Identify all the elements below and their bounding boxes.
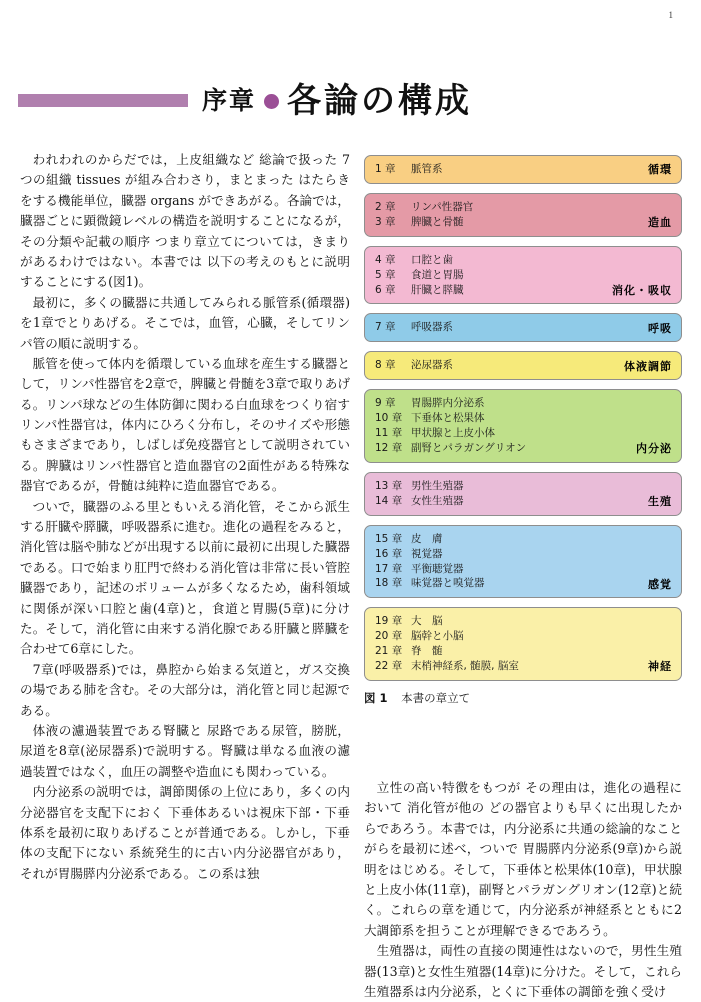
figure-block-category: 呼吸	[648, 321, 672, 335]
figure-block-row	[375, 659, 673, 674]
chapter-label: 副腎とパラガングリオン	[411, 441, 527, 454]
figure-caption-text: 本書の章立て	[401, 690, 471, 705]
chapter-label: 男性生殖器	[411, 479, 464, 492]
figure-block	[364, 193, 682, 237]
figure-block-category: 体液調節	[624, 359, 672, 373]
chapter-number: 14 章	[375, 494, 403, 507]
chapter-label: 視覚器	[411, 547, 443, 560]
chapter-number: 13 章	[375, 479, 403, 492]
chapter-number: 22 章	[375, 660, 403, 673]
chapter-label: 脳幹と小脳	[411, 630, 464, 643]
figure-block-category: 生殖	[648, 495, 672, 509]
figure-block-category: 循環	[648, 163, 672, 177]
paragraph: 7章(呼吸器系)では，鼻腔から始まる気道と，ガス交換の場である肺を含む。その大部分は，消化管と同じ起源である。	[20, 661, 350, 718]
chapter-label: 女性生殖器	[411, 494, 464, 507]
figure-block	[364, 472, 682, 516]
chapter-number: 12 章	[375, 441, 403, 454]
paragraph: われわれのからだでは，上皮組織など 総論で扱った 7つの組織 tissues が組み合わさり，まとまった はたらきをする機能単位，臓器 organs ができあがる。各論では，臓器ごとに顕微鏡レベルの構造を説明することになるが，その分類や記載の順序 つまり章立てについては，きまりがあるわけではない。本書では 以下の考えのもとに説明することにする(図1)。	[20, 152, 350, 290]
page-title	[0, 72, 701, 124]
chapter-number: 11 章	[375, 427, 403, 440]
figure-block-row	[375, 268, 673, 283]
body-column-right	[364, 778, 682, 1002]
figure-block-category: 感覚	[648, 577, 672, 591]
figure-block-category: 造血	[648, 216, 672, 230]
figure-block-row	[375, 426, 673, 441]
figure-block-category: 消化・吸収	[612, 283, 672, 297]
figure-block-row	[375, 441, 673, 456]
title-main: 各論の構成	[287, 80, 473, 121]
chapter-number: 10 章	[375, 412, 403, 425]
figure-block-row	[375, 494, 673, 509]
figure-block	[364, 155, 682, 184]
chapter-label: 泌尿器系	[411, 359, 453, 372]
chapter-number: 2 章	[375, 200, 396, 213]
page-number: 1	[668, 10, 673, 20]
figure-block-row	[375, 629, 673, 644]
chapter-number: 17 章	[375, 562, 403, 575]
chapter-label: 胃腸膵内分泌系	[411, 397, 485, 410]
figure-block	[364, 246, 682, 305]
chapter-label: 末梢神経系, 髄膜, 脳室	[411, 660, 519, 673]
chapter-number: 15 章	[375, 532, 403, 545]
body-column-left	[20, 150, 350, 884]
chapter-number: 1 章	[375, 163, 396, 175]
figure-block-row	[375, 576, 673, 591]
figure-block-row	[375, 644, 673, 659]
title-rule	[18, 94, 188, 107]
figure-block	[364, 607, 682, 681]
figure-block-row	[375, 411, 673, 426]
chapter-number: 19 章	[375, 615, 403, 628]
figure-block-category: 内分泌	[636, 442, 672, 456]
chapter-label: 口腔と歯	[411, 253, 453, 266]
figure-block-category: 神経	[648, 660, 672, 674]
figure-block-row	[375, 215, 673, 230]
paragraph: 体液の濾過装置である腎臓と 尿路である尿管，膀胱，尿道を8章(泌尿器系)で説明する。腎臓は単なる血液の濾過装置ではなく，血圧の調整や造血にも関わっている。	[20, 722, 350, 779]
figure-block-row	[375, 200, 673, 215]
chapter-label: 味覚器と嗅覚器	[411, 577, 485, 590]
paragraph: 最初に，多くの臓器に共通してみられる脈管系(循環器)を1章でとりあげる。そこでは，血管，心臓，そしてリンパ管の順に説明する。	[20, 294, 350, 351]
title-prefix: 序章	[202, 86, 257, 115]
figure-chapter-structure	[364, 155, 682, 706]
figure-block-row	[375, 320, 673, 335]
chapter-number: 18 章	[375, 577, 403, 590]
chapter-number: 20 章	[375, 630, 403, 643]
figure-block	[364, 313, 682, 342]
figure-block-row	[375, 547, 673, 562]
figure-block-row	[375, 479, 673, 494]
chapter-label: 脈管系	[411, 163, 443, 175]
chapter-number: 16 章	[375, 547, 403, 560]
chapter-number: 8 章	[375, 359, 396, 372]
figure-caption	[364, 690, 682, 706]
chapter-label: 呼吸器系	[411, 321, 453, 334]
chapter-label: リンパ性器官	[411, 200, 474, 213]
figure-block-row	[375, 614, 673, 629]
chapter-number: 5 章	[375, 268, 396, 281]
chapter-number: 7 章	[375, 321, 396, 334]
chapter-label: 食道と胃腸	[411, 268, 464, 281]
chapter-label: 甲状腺と上皮小体	[411, 427, 495, 440]
paragraph: 生殖器は，両性の直接の関連性はないので，男性生殖器(13章)と女性生殖器(14章)に分けた。そして，これら生殖器系は内分泌系，とくに下垂体の調節を強く受け	[364, 943, 682, 999]
figure-block-row	[375, 396, 673, 411]
chapter-label: 脊 髄	[411, 645, 443, 658]
chapter-label: 皮 膚	[411, 532, 443, 545]
chapter-label: 脾臓と骨髄	[411, 215, 464, 228]
figure-caption-label: 図 1	[364, 690, 388, 705]
paragraph: 内分泌系の説明では，調節関係の上位にあり，多くの内分泌器官を支配下におく 下垂体あるいは視床下部・下垂体系を最初に取りあげることが普通である。しかし，下垂体の支配下にない 系統発生的に古い内分泌器官があり，それが胃腸膵内分泌系である。この系は独	[20, 784, 350, 881]
paragraph: 立性の高い特徴をもつが その理由は，進化の過程において 消化管が他の どの器官よりも早くに出現したからであろう。本書では，内分泌系に共通の総論的なことがらを最初に述べ，ついで 胃腸膵内分泌系(9章)から説明をはじめる。そして，下垂体と松果体(10章)，甲状腺と上皮小体(11章)，副腎とパラガングリオン(12章)と続く。これらの章を通じて，内分泌系が神経系とともに2大調節系を担うことが理解できるであろう。	[364, 780, 682, 938]
figure-block	[364, 389, 682, 463]
chapter-number: 6 章	[375, 283, 396, 296]
paragraph: 脈管を使って体内を循環している血球を産生する臓器として，リンパ性器官を2章で，脾臓と骨髄を3章で取りあげる。リンパ球などの生体防御に関わる白血球をつくり宿すリンパ性器官は，体内にひろく分布し，そのサイズや形態もさまざまであり，しばしば免疫器官として説明されている。脾臓はリンパ性器官と造血器官の2面性がある特殊な器官であるが，骨髄は純粋に造血器官である。	[20, 355, 350, 494]
figure-block-row	[375, 162, 673, 177]
chapter-number: 4 章	[375, 253, 396, 266]
chapter-number: 21 章	[375, 645, 403, 658]
chapter-label: 平衡聴覚器	[411, 562, 464, 575]
figure-block	[364, 525, 682, 599]
figure-block-row	[375, 532, 673, 547]
chapter-number: 9 章	[375, 397, 396, 410]
figure-block-row	[375, 562, 673, 577]
title-bullet-icon	[264, 94, 279, 109]
figure-block-row	[375, 253, 673, 268]
paragraph: ついで，臓器のふる里ともいえる消化管，そこから派生する肝臓や膵臓，呼吸器系に進む。進化の過程をみると，消化管は脳や肺などが出現する以前に最初に出現した臓器である。口で始まり肛門で終わる消化管は非常に長い管腔臓器であり，記述のボリュームが多くなるため，歯科領域に関係が深い口腔と歯(4章)と，食道と胃腸(5章)に分けた。そして，消化管に由来する消化腺である肝臓と膵臓を合わせて6章にした。	[20, 498, 350, 657]
chapter-label: 大 脳	[411, 615, 443, 628]
figure-block	[364, 351, 682, 380]
chapter-label: 肝臓と膵臓	[411, 283, 464, 296]
chapter-number: 3 章	[375, 215, 396, 228]
chapter-label: 下垂体と松果体	[411, 412, 485, 425]
